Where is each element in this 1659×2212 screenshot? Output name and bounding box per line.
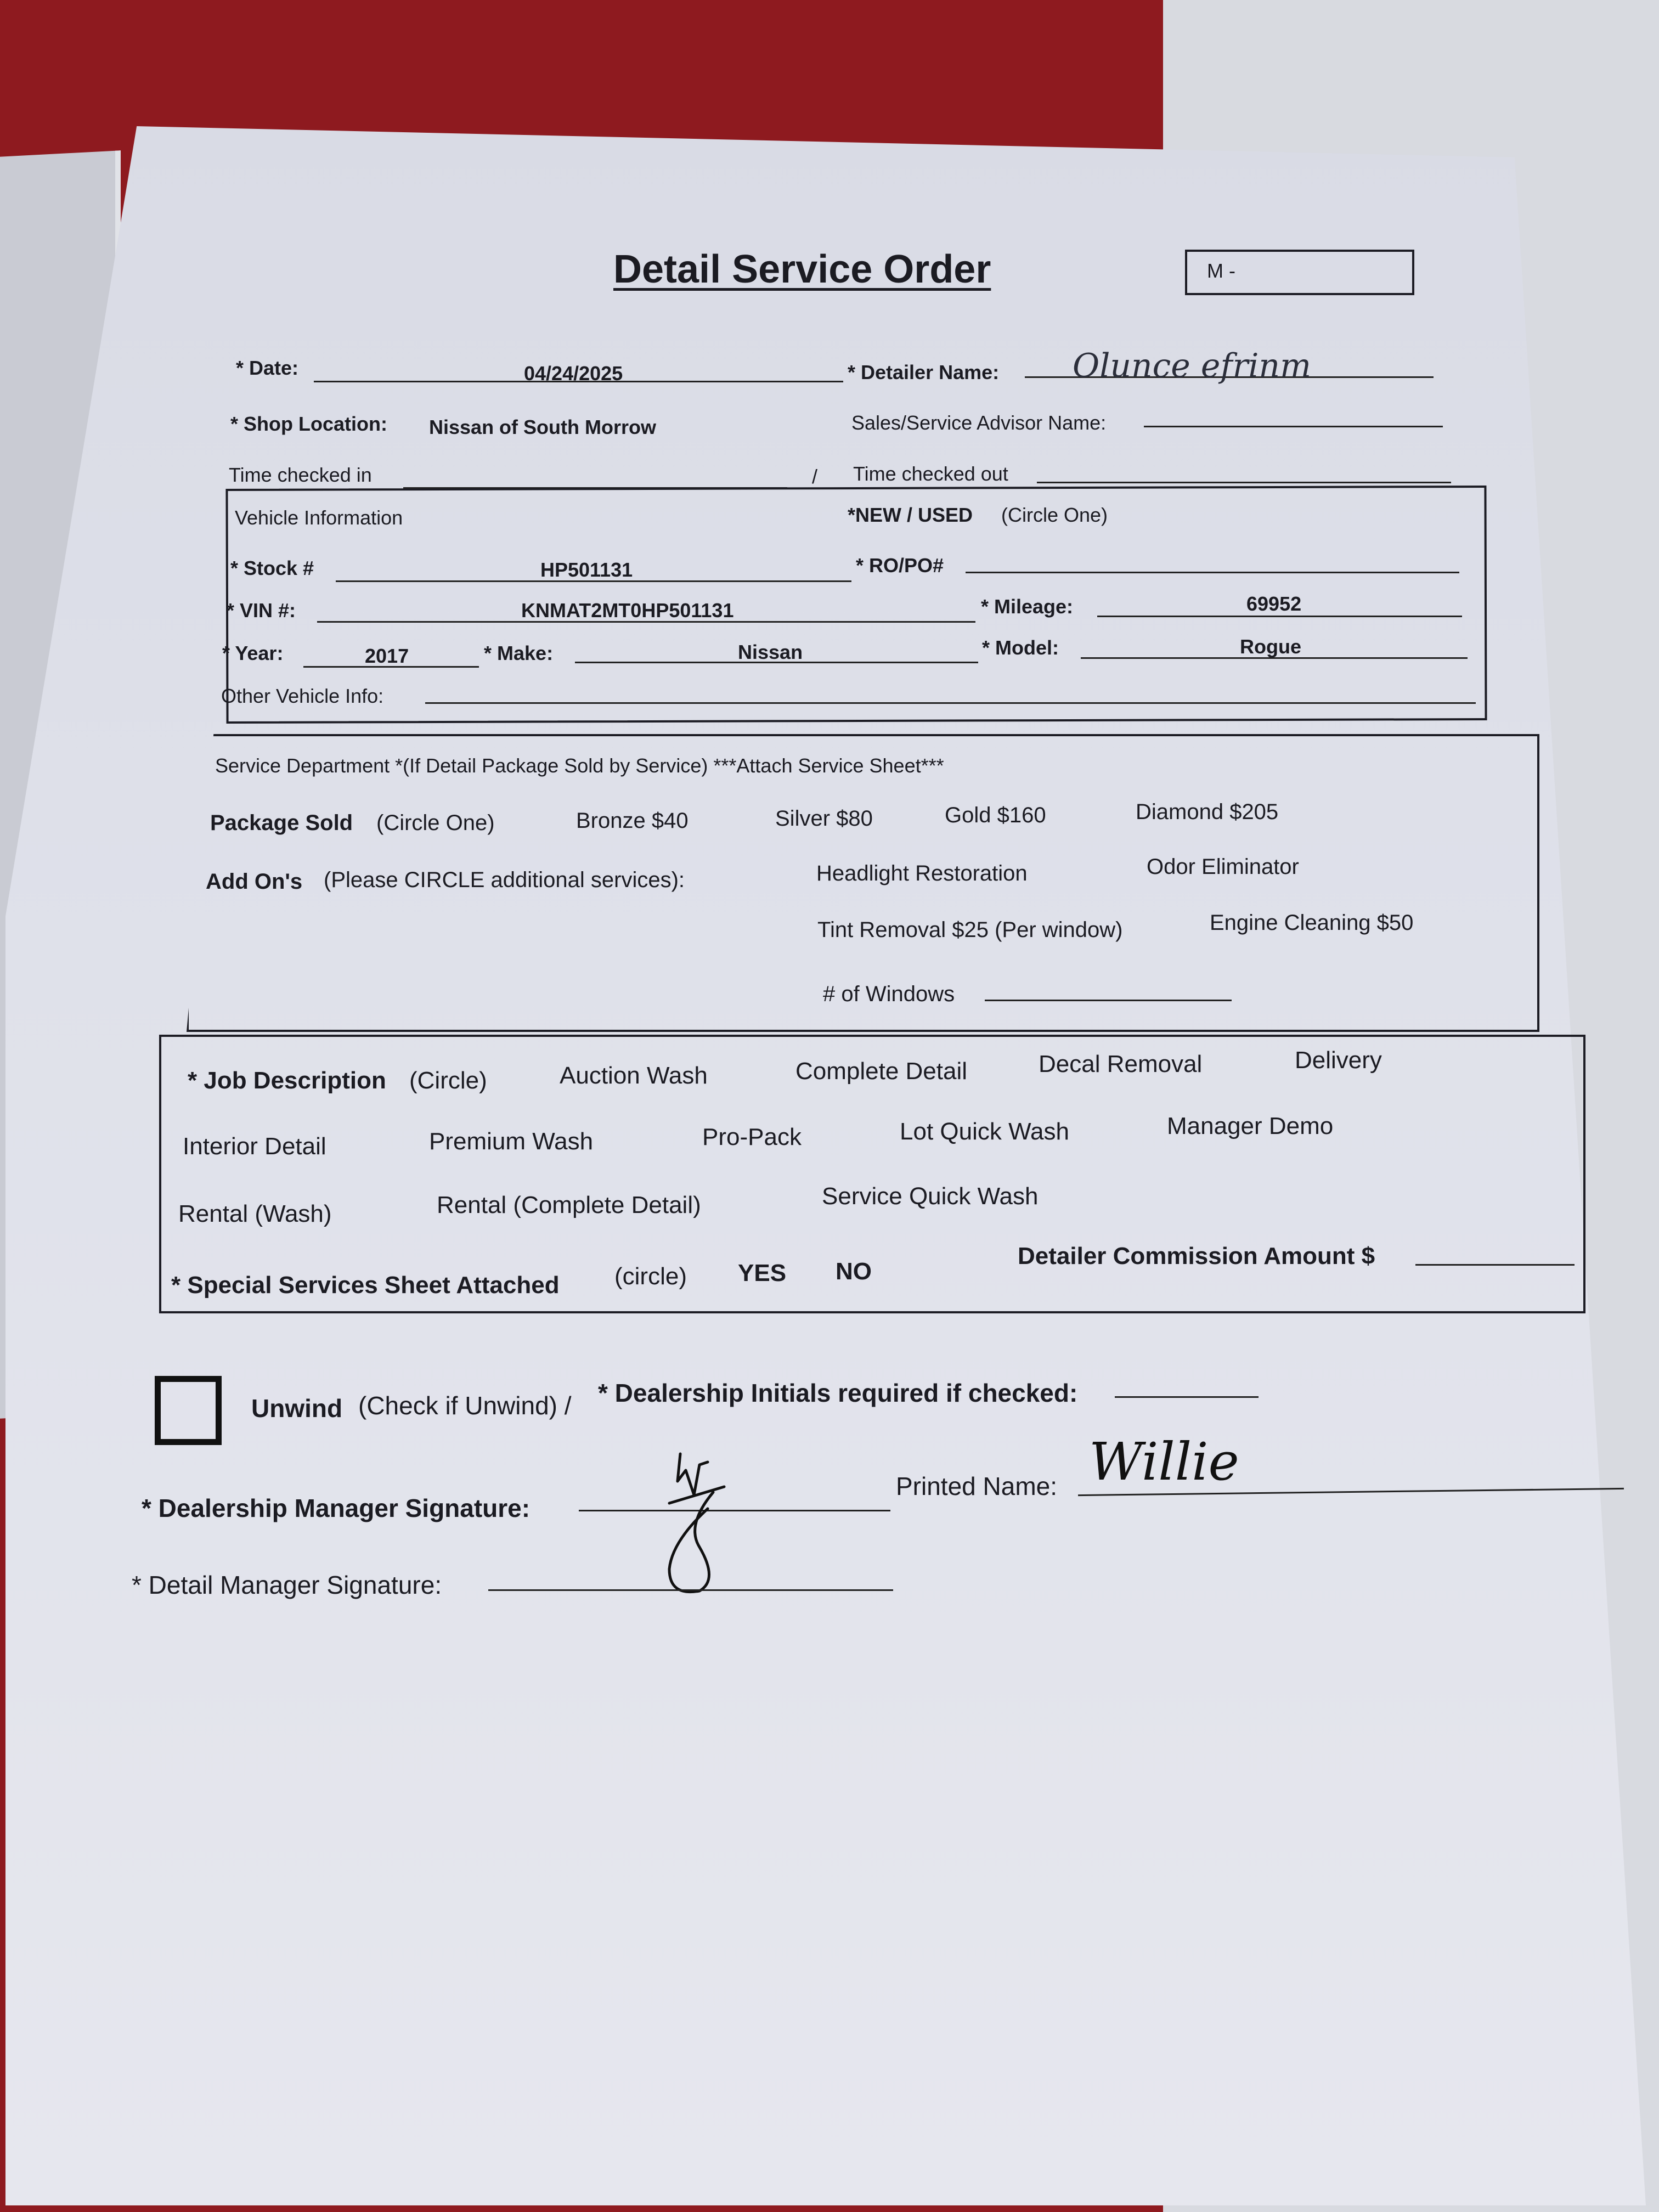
stock-value[interactable]: HP501131: [540, 558, 633, 581]
mileage-value[interactable]: 69952: [1246, 592, 1302, 615]
package-bronze[interactable]: Bronze $40: [576, 809, 689, 833]
make-value[interactable]: Nissan: [738, 641, 803, 663]
model-label: * Model:: [982, 636, 1059, 659]
addon-odor-eliminator[interactable]: Odor Eliminator: [1147, 855, 1299, 879]
windows-count-label: # of Windows: [823, 982, 955, 1006]
job-manager-demo[interactable]: Manager Demo: [1167, 1113, 1334, 1139]
mileage-line: [1097, 616, 1462, 617]
time-slash: /: [812, 465, 818, 488]
year-label: * Year:: [222, 642, 284, 664]
job-rental-wash[interactable]: Rental (Wash): [178, 1200, 332, 1227]
time-out-line[interactable]: [1037, 482, 1451, 483]
initials-line[interactable]: [1115, 1396, 1259, 1398]
new-used-label[interactable]: *NEW / USED: [848, 504, 973, 526]
commission-line[interactable]: [1415, 1264, 1575, 1266]
unwind-label: Unwind: [251, 1394, 343, 1423]
initials-required-label: * Dealership Initials required if checked:: [598, 1379, 1078, 1407]
job-description-label: * Job Description: [188, 1067, 386, 1094]
year-value[interactable]: 2017: [365, 645, 409, 667]
printed-name-handwriting: Willie: [1089, 1432, 1239, 1492]
advisor-name-label: Sales/Service Advisor Name:: [851, 411, 1107, 434]
vin-label: * VIN #:: [227, 599, 296, 622]
detail-manager-signature-line[interactable]: [488, 1589, 893, 1591]
job-pro-pack[interactable]: Pro-Pack: [702, 1124, 802, 1150]
m-number-box[interactable]: [1185, 250, 1414, 295]
job-auction-wash[interactable]: Auction Wash: [560, 1062, 708, 1089]
dealership-manager-signature-label: * Dealership Manager Signature:: [142, 1494, 531, 1522]
package-gold[interactable]: Gold $160: [945, 803, 1046, 827]
advisor-name-line[interactable]: [1144, 426, 1443, 427]
shop-location-value: Nissan of South Morrow: [429, 416, 656, 438]
job-premium-wash[interactable]: Premium Wash: [429, 1128, 594, 1155]
addon-tint-removal[interactable]: Tint Removal $25 (Per window): [817, 918, 1123, 942]
ro-po-label: * RO/PO#: [856, 554, 944, 577]
other-vehicle-info-line[interactable]: [425, 702, 1476, 704]
package-silver[interactable]: Silver $80: [775, 806, 873, 831]
job-description-note: (Circle): [409, 1067, 487, 1094]
add-ons-label: Add On's: [206, 870, 303, 894]
job-complete-detail[interactable]: Complete Detail: [795, 1058, 968, 1085]
add-ons-note: (Please CIRCLE additional services):: [324, 868, 685, 892]
service-department-header: Service Department *(If Detail Package Sold by Service) ***Attach Service Sheet***: [215, 754, 944, 777]
dealership-manager-signature-scribble: [647, 1443, 746, 1596]
detail-manager-signature-label: * Detail Manager Signature:: [132, 1571, 442, 1599]
mileage-label: * Mileage:: [981, 595, 1074, 618]
shop-location-label: * Shop Location:: [230, 413, 387, 435]
job-service-quick-wash[interactable]: Service Quick Wash: [822, 1183, 1039, 1210]
new-used-note: (Circle One): [1001, 504, 1108, 526]
package-sold-label: Package Sold: [210, 811, 353, 835]
form-title: Detail Service Order: [613, 247, 991, 291]
job-decal-removal[interactable]: Decal Removal: [1039, 1051, 1203, 1077]
vin-value[interactable]: KNMAT2MT0HP501131: [521, 599, 734, 622]
model-value[interactable]: Rogue: [1240, 635, 1301, 658]
time-out-label: Time checked out: [853, 462, 1008, 485]
date-value[interactable]: 04/24/2025: [524, 362, 623, 385]
addon-engine-cleaning[interactable]: Engine Cleaning $50: [1210, 911, 1414, 935]
special-services-no[interactable]: NO: [836, 1258, 872, 1285]
date-label: * Date:: [236, 357, 299, 379]
make-label: * Make:: [484, 642, 554, 664]
job-interior-detail[interactable]: Interior Detail: [183, 1133, 326, 1160]
package-diamond[interactable]: Diamond $205: [1136, 800, 1279, 824]
vehicle-info-header: Vehicle Information: [235, 506, 403, 529]
special-services-label: * Special Services Sheet Attached: [171, 1272, 560, 1299]
job-lot-quick-wash[interactable]: Lot Quick Wash: [900, 1118, 1069, 1145]
commission-label: Detailer Commission Amount $: [1018, 1243, 1375, 1269]
detailer-name-label: * Detailer Name:: [848, 361, 1000, 383]
unwind-checkbox[interactable]: [155, 1376, 222, 1445]
addon-headlight-restoration[interactable]: Headlight Restoration: [816, 861, 1028, 885]
m-number-label: M -: [1207, 259, 1235, 282]
detailer-name-handwriting: Olunce efrinm: [1073, 347, 1311, 385]
job-rental-complete-detail[interactable]: Rental (Complete Detail): [437, 1192, 701, 1218]
package-sold-note: (Circle One): [376, 811, 495, 835]
stock-label: * Stock #: [230, 557, 314, 579]
job-delivery[interactable]: Delivery: [1295, 1047, 1382, 1074]
windows-count-line[interactable]: [985, 1000, 1232, 1001]
special-services-note: (circle): [614, 1263, 687, 1290]
ro-po-line[interactable]: [966, 572, 1459, 573]
printed-name-label: Printed Name:: [896, 1472, 1058, 1500]
unwind-note: (Check if Unwind) /: [358, 1391, 572, 1420]
time-in-label: Time checked in: [229, 464, 372, 486]
other-vehicle-info-label: Other Vehicle Info:: [221, 685, 384, 707]
special-services-yes[interactable]: YES: [738, 1260, 787, 1286]
